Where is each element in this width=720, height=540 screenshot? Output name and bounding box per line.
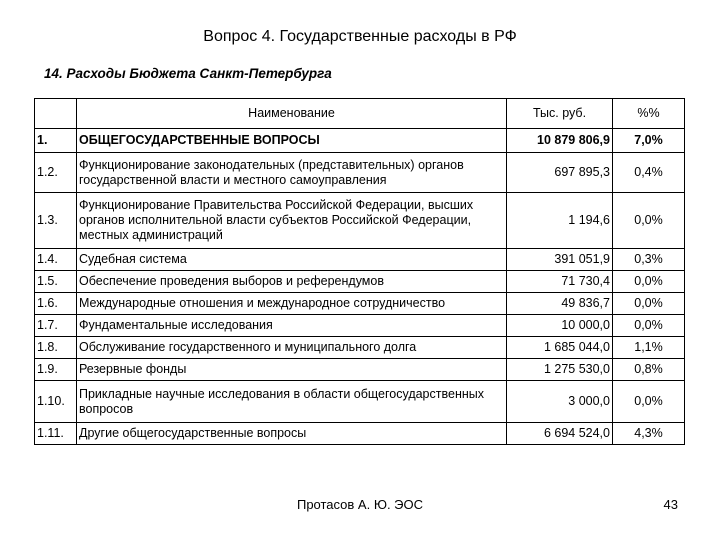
table-row <box>35 359 685 381</box>
row-percent: 0,0% <box>613 381 685 423</box>
row-number: 1.11. <box>35 423 77 445</box>
table-row <box>35 423 685 445</box>
row-number: 1.9. <box>35 359 77 381</box>
row-number: 1.4. <box>35 249 77 271</box>
table-caption: 14. Расходы Бюджета Санкт-Петербурга <box>44 66 332 81</box>
page-number: 43 <box>663 497 678 512</box>
row-sum: 1 275 530,0 <box>507 359 613 381</box>
row-percent: 4,3% <box>613 423 685 445</box>
row-number: 1. <box>35 129 77 153</box>
row-name: Прикладные научные исследования в области общегосударственных вопросов <box>77 381 507 423</box>
row-number: 1.5. <box>35 271 77 293</box>
row-sum: 1 194,6 <box>507 193 613 249</box>
row-sum: 49 836,7 <box>507 293 613 315</box>
row-number: 1.6. <box>35 293 77 315</box>
table-row <box>35 337 685 359</box>
table-row <box>35 381 685 423</box>
table-row <box>35 153 685 193</box>
row-sum: 6 694 524,0 <box>507 423 613 445</box>
row-name: Обеспечение проведения выборов и референдумов <box>77 271 507 293</box>
row-sum: 3 000,0 <box>507 381 613 423</box>
table-row <box>35 293 685 315</box>
row-percent: 0,0% <box>613 193 685 249</box>
row-percent: 7,0% <box>613 129 685 153</box>
table-row <box>35 315 685 337</box>
row-sum: 391 051,9 <box>507 249 613 271</box>
row-percent: 0,0% <box>613 271 685 293</box>
row-percent: 0,0% <box>613 293 685 315</box>
header-sum: Тыс. руб. <box>507 99 613 129</box>
row-number: 1.2. <box>35 153 77 193</box>
slide-title: Вопрос 4. Государственные расходы в РФ <box>203 28 517 45</box>
header-name: Наименование <box>77 99 507 129</box>
table-row <box>35 271 685 293</box>
row-sum: 10 879 806,9 <box>507 129 613 153</box>
row-number: 1.10. <box>35 381 77 423</box>
row-name: ОБЩЕГОСУДАРСТВЕННЫЕ ВОПРОСЫ <box>77 129 507 153</box>
budget-table <box>34 98 685 445</box>
row-name: Фундаментальные исследования <box>77 315 507 337</box>
row-name: Судебная система <box>77 249 507 271</box>
header-number <box>35 99 77 129</box>
table-row <box>35 249 685 271</box>
row-name: Международные отношения и международное сотрудничество <box>77 293 507 315</box>
row-percent: 0,8% <box>613 359 685 381</box>
row-number: 1.3. <box>35 193 77 249</box>
row-sum: 71 730,4 <box>507 271 613 293</box>
table-row <box>35 129 685 153</box>
row-percent: 0,4% <box>613 153 685 193</box>
row-percent: 0,3% <box>613 249 685 271</box>
row-name: Резервные фонды <box>77 359 507 381</box>
row-percent: 0,0% <box>613 315 685 337</box>
row-number: 1.8. <box>35 337 77 359</box>
row-sum: 697 895,3 <box>507 153 613 193</box>
table-row <box>35 193 685 249</box>
footer-author: Протасов А. Ю. ЭОС <box>296 497 424 512</box>
row-sum: 10 000,0 <box>507 315 613 337</box>
row-number: 1.7. <box>35 315 77 337</box>
row-name: Функционирование законодательных (представительных) органов государственной власти и местного самоуправления <box>77 153 507 193</box>
row-sum: 1 685 044,0 <box>507 337 613 359</box>
row-name: Другие общегосударственные вопросы <box>77 423 507 445</box>
row-name: Обслуживание государственного и муниципального долга <box>77 337 507 359</box>
row-name: Функционирование Правительства Российской Федерации, высших органов исполнительной власти субъектов Российской Федерации, местных администраций <box>77 193 507 249</box>
table-header-row <box>35 99 685 129</box>
header-percent: %% <box>613 99 685 129</box>
row-percent: 1,1% <box>613 337 685 359</box>
